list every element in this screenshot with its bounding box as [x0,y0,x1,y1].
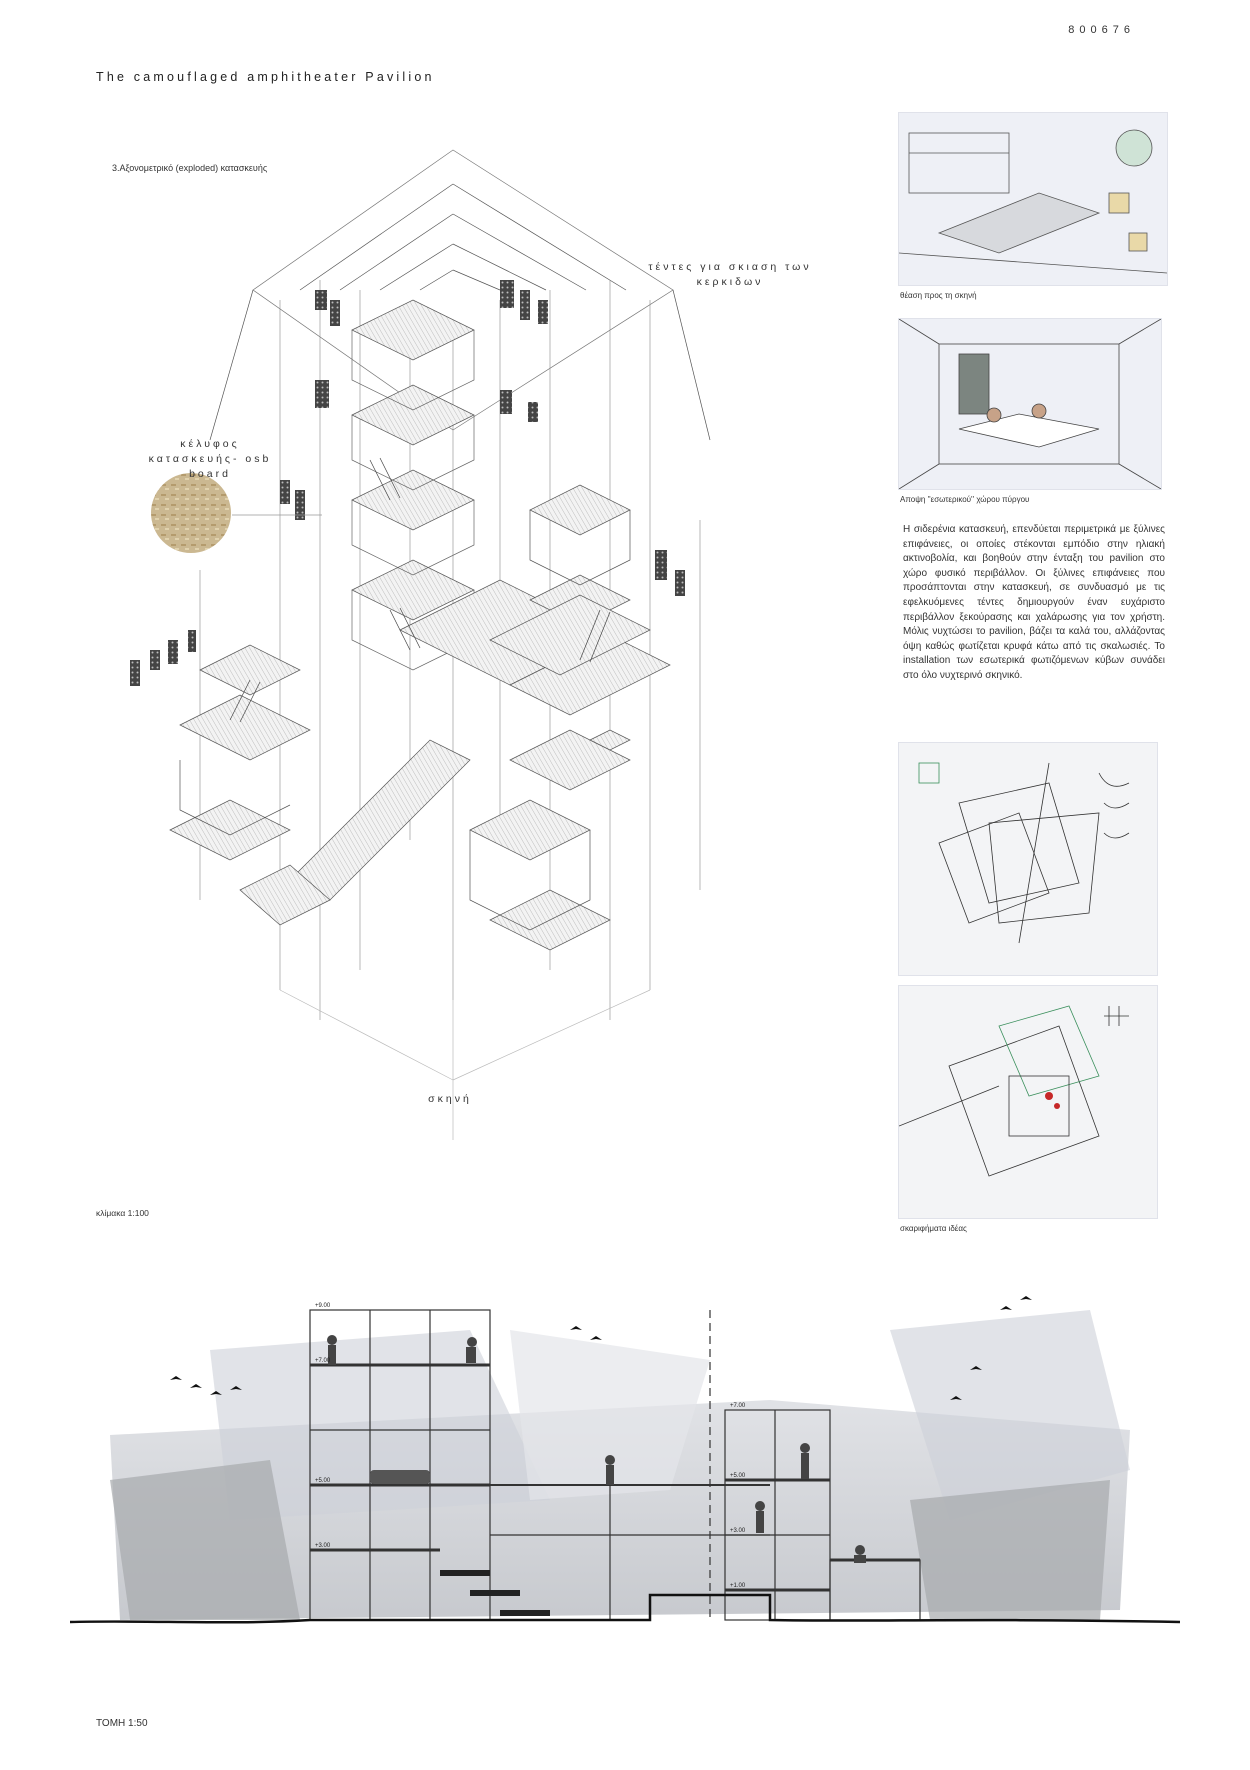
level-right-1: +5.00 [730,1473,746,1479]
level-right-3: +1.00 [730,1583,746,1589]
sketch-caption-1: θέαση προς τη σκηνή [900,291,977,300]
left-cluster [170,645,310,860]
drawing-code: 800676 [1068,24,1135,36]
level-left-1: +7.00 [315,1358,331,1364]
sketch-panel-concept-1 [898,742,1158,976]
right-lower-cluster [470,730,630,950]
sketch-panel-tower-interior [898,318,1162,490]
tents-label: τέντες για σκιαση των κερκιδων [648,261,812,288]
sketch-caption-2: Αποψη ''εσωτερικού'' χώρου πύργου [900,495,1030,504]
osb-leader-line [232,510,322,520]
concept-sketch-1 [899,743,1157,975]
page-title: The camouflaged amphitheater Pavilion [96,70,435,84]
concept-sketch-2 [899,986,1157,1218]
tower-interior-sketch [899,319,1161,489]
level-right-2: +3.00 [730,1528,746,1534]
axonometric-drawing [90,140,870,1140]
tent-roof [210,150,710,440]
background-collage [110,1310,1130,1620]
sketch-panel-stage-view [898,112,1168,286]
level-left-3: +3.00 [315,1543,331,1549]
sketch-panel-concept-2 [898,985,1158,1219]
axonometric-section-label: 3.Αξονομετρικό (exploded) κατασκευής [112,163,268,173]
level-right-0: +7.00 [730,1403,746,1409]
osb-sample-swatch [150,472,232,554]
stage-label: σκηνή [428,1093,472,1105]
shell-label: κέλυφος κατασκευής- osb board [148,438,272,480]
section-scale-label: ΤΟΜΗ 1:50 [96,1718,148,1729]
section-drawing [70,1270,1180,1710]
level-left-2: +5.00 [315,1478,331,1484]
sketch-caption-4: σκαριφήματα ιδέας [900,1224,967,1233]
stage-view-sketch [899,113,1167,285]
level-left-0: +9.00 [315,1303,331,1309]
project-description: Η σιδερένια κατασκευή, επενδύεται περιμετρικά με ξύλινες επιφάνειες, οι οποίες στέκονται εμπόδιο στην ηλιακή ακτινοβολία, και βοηθούν στην ένταξη του pavilion στο χώρο φυσικό περιβάλλον. Οι ξύλινες επιφάνειες που προσάπτονται στην κατασκευή, σε συνδυασμό με τις εφελκυόμενες τέντες δημιουργούν έναν ευχάριστο περιβάλλον ξεκούρασης και χαλάρωσης για τον χρήστη. Μόλις νυχτώσει το pavilion, βάζει τα καλά του, αλλάζοντας όψη καθώς φωτίζεται κρυφά κάτω από τις σκαλωσιές. Το installation των εσωτερικά φωτιζόμενων κύβων συνάδει στο όλο νυχτερινό σκηνικό. [903,524,1165,681]
axonometric-scale-label: κλίμακα 1:100 [96,1208,149,1218]
